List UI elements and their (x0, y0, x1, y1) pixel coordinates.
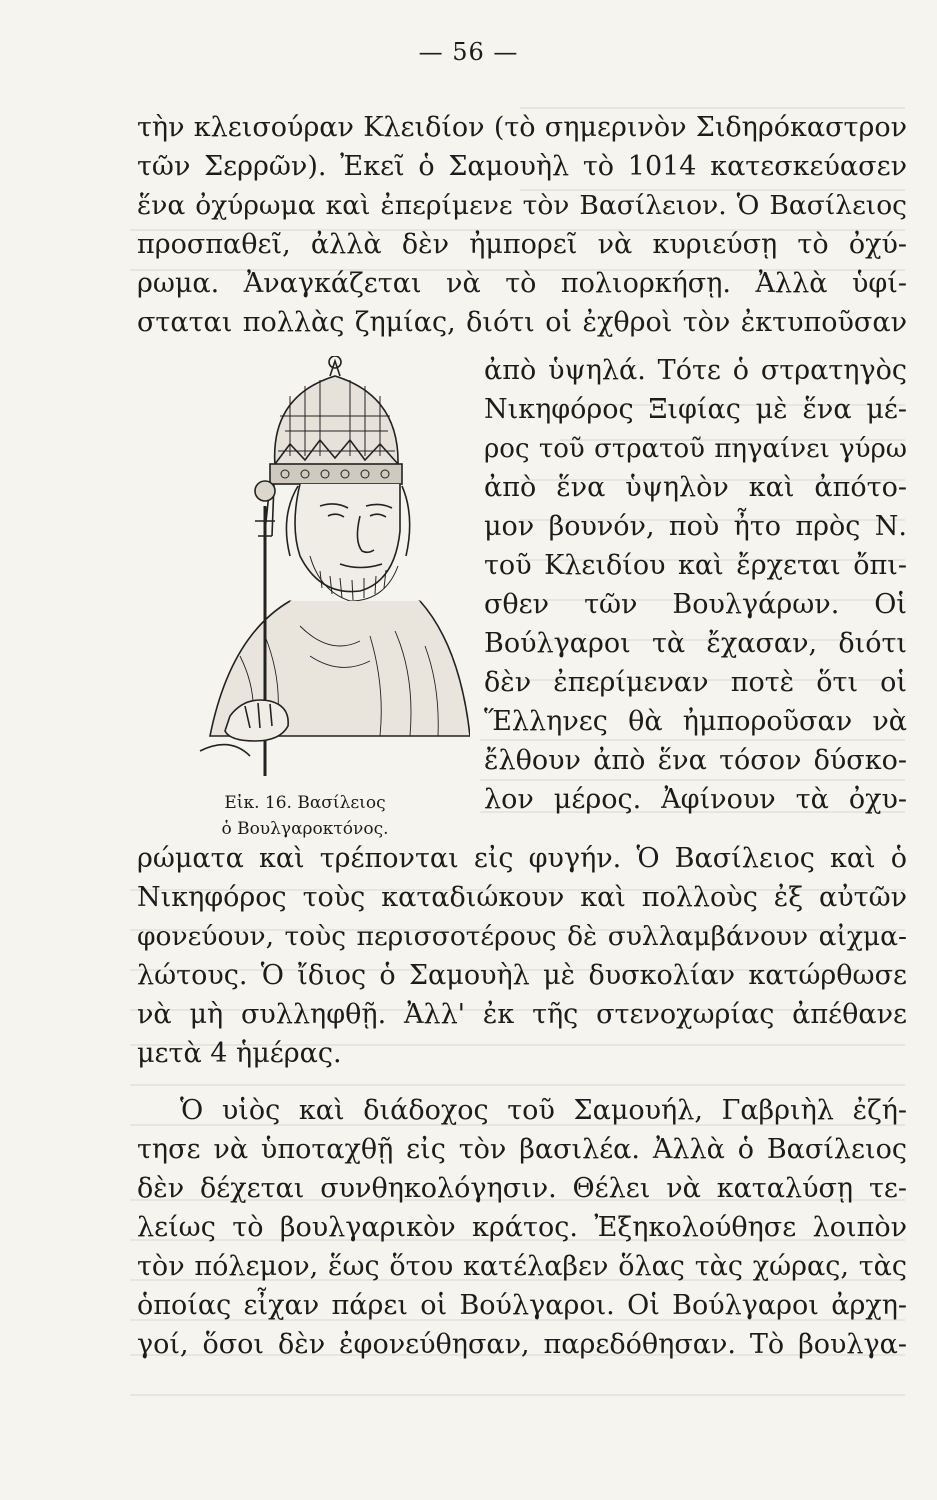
text-line: μον βουνόν, ποὺ ἦτο πρὸς Ν. (484, 511, 907, 542)
text-line: ἀπὸ ὑψηλά. Τότε ὁ στρατηγὸς (484, 355, 907, 386)
text-line: νὰ μὴ συλληφθῇ. Ἀλλ' ἐκ τῆς στενοχωρίας ἀπέθανε (137, 999, 907, 1030)
text-line: τοῦ Κλειδίου καὶ ἔρχεται ὄπι- (484, 550, 907, 581)
paragraph-first-line: Ὁ υἱὸς καὶ διάδοχος τοῦ Σαμουήλ, Γαβριὴλ ἐζή- (180, 1095, 907, 1126)
text-line: προσπαθεῖ, ἀλλὰ δὲν ἠμπορεῖ νὰ κυριεύσῃ τὸ ὀχύ- (137, 229, 907, 260)
text-line: Νικηφόρος τοὺς καταδιώκουν καὶ πολλοὺς ἐξ αὐτῶν (137, 882, 907, 913)
text-line: ρος τοῦ στρατοῦ πηγαίνει γύρω (484, 434, 907, 464)
text-line: δὲν δέχεται συνθηκολόγησιν. Θέλει νὰ καταλύσῃ τε- (137, 1173, 907, 1204)
text-line: γοί, ὅσοι δὲν ἐφονεύθησαν, παρεδόθησαν. Τὸ βουλγα- (137, 1329, 907, 1360)
text-line: τὴν κλεισούραν Κλειδίον (τὸ σημερινὸν Σιδηρόκαστρον (137, 112, 907, 143)
text-line: τῶν Σερρῶν). Ἐκεῖ ὁ Σαμουὴλ τὸ 1014 κατεσκεύασεν (137, 151, 907, 182)
text-line: Ἕλληνες θὰ ἠμποροῦσαν νὰ (484, 706, 907, 737)
text-line: Νικηφόρος Ξιφίας μὲ ἕνα μέ- (484, 394, 907, 425)
text-line: ἀπὸ ἕνα ὑψηλὸν καὶ ἀπότο- (484, 472, 907, 503)
figure-caption-line1: Εἰκ. 16. Βασίλειος (224, 793, 386, 813)
text-line: τησε νὰ ὑποταχθῇ εἰς τὸν βασιλέα. Ἀλλὰ ὁ Βασίλειος (137, 1134, 907, 1165)
text-line: δὲν ἐπερίμεναν ποτὲ ὅτι οἱ (484, 667, 907, 698)
text-line: σταται πολλὰς ζημίας, διότι οἱ ἐχθροὶ τὸν ἐκτυποῦσαν (137, 307, 907, 338)
text-line: ρώματα καὶ τρέπονται εἰς φυγήν. Ὁ Βασίλειος καὶ ὁ (137, 843, 907, 874)
text-line: ἔλθουν ἀπὸ ἕνα τόσον δύσκο- (484, 745, 907, 776)
text-line: ἕνα ὀχύρωμα καὶ ἐπερίμενε τὸν Βασίλειον. Ὁ Βασίλειος (137, 190, 907, 221)
text-line: ὁποίας εἶχαν πάρει οἱ Βούλγαροι. Οἱ Βούλγαροι ἀρχη- (137, 1290, 907, 1321)
page-number: — 56 — (418, 38, 519, 66)
text-line: λείως τὸ βουλγαρικὸν κράτος. Ἐξηκολούθησε λοιπὸν (137, 1212, 907, 1243)
text-line: ρωμα. Ἀναγκάζεται νὰ τὸ πολιορκήσῃ. Ἀλλὰ ὑφί- (137, 268, 907, 299)
text-line: λον μέρος. Ἀφίνουν τὰ ὀχυ- (484, 784, 907, 815)
text-line: σθεν τῶν Βουλγάρων. Οἱ (484, 589, 907, 620)
text-line: φονεύουν, τοὺς περισσοτέρους δὲ συλλαμβάνουν αἰχμα- (137, 921, 907, 952)
text-line: τὸν πόλεμον, ἕως ὅτου κατέλαβεν ὅλας τὰς χώρας, τὰς (137, 1251, 907, 1282)
text-line: Βούλγαροι τὰ ἔχασαν, διότι (484, 628, 907, 659)
text-line: λώτους. Ὁ ἴδιος ὁ Σαμουὴλ μὲ δυσκολίαν κατώρθωσε (137, 960, 907, 991)
portrait-engraving-basil (170, 356, 470, 786)
figure-caption-line2: ὁ Βουλγαροκτόνος. (221, 819, 389, 839)
text-line: μετὰ 4 ἡμέρας. (137, 1038, 342, 1069)
